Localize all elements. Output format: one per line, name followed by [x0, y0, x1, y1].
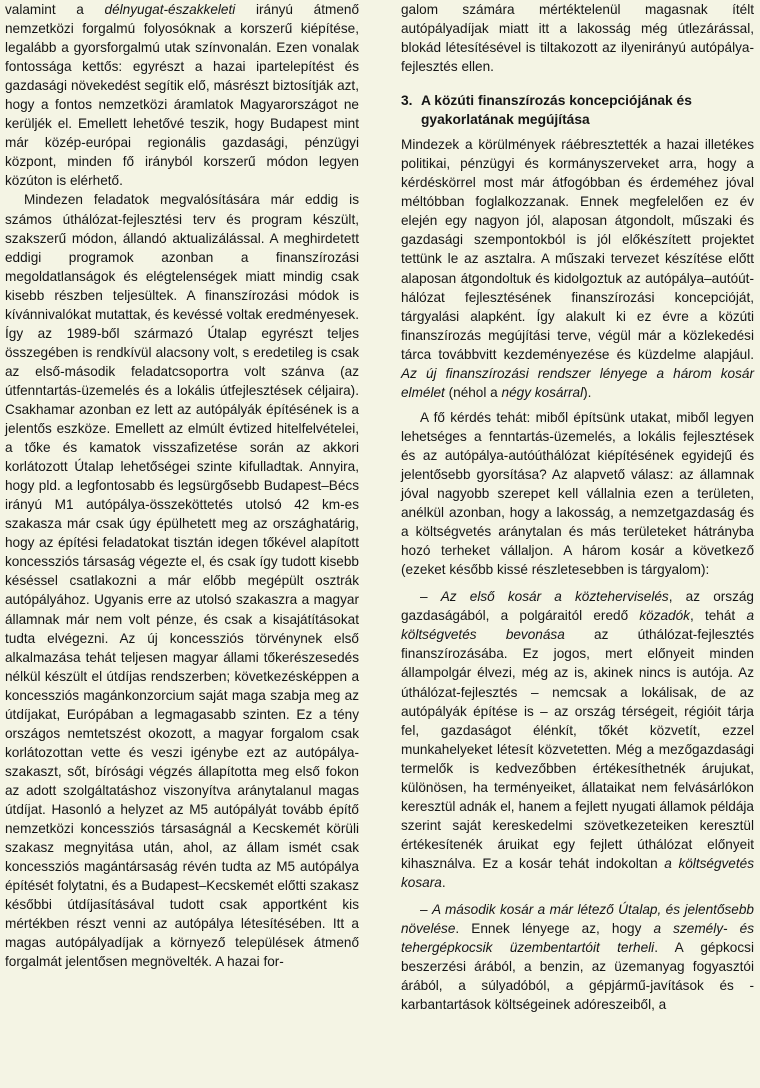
- list-item-first-basket: [401, 587, 754, 892]
- body-text: Mindezek a körülmények ráébresztették a hazai illetékes politikai, pénzügyi és kormányszerveket arra, hogy a kérdéskörrel most már átfogóbban és érdeméhez jóval méltóbban foglalkozzanak. Ennek megfelelően ez év elején egy nagyon jól, alaposan átgondolt, műszaki és gazdasági szempontokból is jól előkészített projektet tettünk le az asztalra. A műszaki tervezet készítése előtt alaposan átgondoltuk és kidolgoztuk az autópálya–autóút-hálózat fejlesztésének finanszírozási koncepcióját, tárgyalási alapként. Így alakult ki ez évre a közúti finanszírozás megújítási terve, végül már a közlekedési tárca továbbvitt kezdeményezése és küzdelme alapjául.: [401, 137, 754, 362]
- section-number: 3.: [401, 93, 413, 109]
- body-text: irányú átmenő nemzetközi forgalmú folyosóknak a korszerű kiépítése, legalább a gyorsforgalmú utak színvonalán. Ezen vonalak fontossága kettős: egyrészt a hazai ipartelepítést és gazdasági növekedést segítik elő, másrészt biztosítják azt, hogy a fontos nemzetközi áramlatok Magyarországot ne kerüljék el. Emellett lehetővé teszik, hogy Budapest mint már közép-európai regionális gazdasági, pénzügyi központ, minden fő irányból korszerű módon legyen közúton is elérhető.: [5, 2, 360, 189]
- paragraph: [401, 0, 754, 76]
- list-item-second-basket: [401, 900, 754, 1014]
- body-text: , az ország gazdaságából, a polgáraitól eredő: [401, 589, 754, 624]
- body-text: (néhol a: [444, 384, 502, 400]
- paragraph: [5, 190, 359, 971]
- body-text: Mindezen feladatok megvalósítására már eddig is számos úthálózat-fejlesztési terv és program készült, szakszerű módon, állandó aktualizálással. A meghirdetett eddigi programok azonban a finanszírozási megoldatlanságok és elégtelenségek miatt mindig csak kisebb részben teljesültek. A finanszírozási módok is kívánnivalókat mutattak, és kevéssé voltak eredményesek. Így az 1989-ből származó Útalap egyrészt teljes összegében is rendkívül alacsony volt, s eredetileg is csak az első-második feladatcsoportra volt szánva (az útfenntartás-üzemelés és a lokális útfejlesztések céljaira). Csakhamar azonban ez lett az autópályák építésének is a jelentős eszköze. Emellett az elmúlt évtized hitelfelvételei, a tőke és kamatok visszafizetése során az akkori korlátozott Útalap lehetőségei szinte kifulladtak. Annyira, hogy pld. a legfontosabb és legsürgősebb Budapest–Bécs irányú M1 autópálya-összeköttetés utolsó 42 km-es szakasza már csak úgy épülhetett meg az országhatárig, hogy az építési feladatokat tisztán idegen tőkével alapított koncessziós társaság végezte el, és csak így tudott kisebb késéssel csatlakozni a már előbb megépült osztrák autópályához. Ugyanis erre az utolsó szakaszra a magyar államnak már nem volt pénze, és csak a kisajátításokat tudta elvégezni. Az új koncessziós törvénynek első alkalmazása tehát teljesen magyar állami tőkerészesedés nélkül készült el útdíjas rendszerben; következésképpen a koncessziós magánkonzorcium saját maga szabja meg az útdíjakat, Európában a legmagasabb szinten. Ez a tény országos nemtetszést okozott, a magyar forgalom csak korlátozottan vette és veszi igénybe ezt az autópálya-szakaszt, sőt, bírósági végzés állapította meg első fokon az adott szolgáltatáshoz viszonyítva aránytalanul magas útdíjat. Hasonló a helyzet az M5 autópályát tovább építő nemzetközi koncessziós társaságnál a Kecskemét körüli szakasz megnyitása után, ahol, az állam ismét csak koncessziós magántársaság révén tudta az M5 autópálya építését folytatni, és a Budapest–Kecskemét előtti szakasz későbbi útdíjasításával tudott csak apportként kis mértékben részt venni az autópálya létesítésében. Itt a magas autópályadíjak a környező települések átmenő forgalmát jelentősen megnövelték. A hazai for-: [5, 192, 359, 970]
- paragraph: [401, 135, 754, 402]
- emphasis-text: délnyugat-északkeleti: [104, 2, 236, 17]
- body-text: galom számára mértéktelenül magasnak ítélt autópályadíjak miatt itt a lakosság még útlezárással, blokád létesítésével is tiltakozott az ilyenirányú autópálya-fejlesztés ellen.: [401, 2, 754, 75]
- body-text: –: [420, 589, 441, 605]
- section-title-line-2: gyakorlatának megújítása: [421, 112, 590, 128]
- body-text: .: [441, 874, 446, 890]
- emphasis-text: A második kosár a már létező Útalap, és jelentősebb növelése: [401, 902, 754, 937]
- emphasis-text: Az új finanszírozási rendszer lényege a három kosár elmélet: [401, 365, 754, 400]
- emphasis-text: négy kosárral: [501, 384, 584, 400]
- paragraph: [401, 408, 754, 579]
- body-text: , tehát: [689, 608, 747, 624]
- body-text: valamint a: [5, 2, 105, 17]
- emphasis-text: a költségvetés bevonása: [401, 608, 754, 643]
- section-title-line-1: A közúti finanszírozás koncepciójának és: [421, 93, 692, 109]
- emphasis-text: a személy- és tehergépkocsik üzembentartóit terheli: [401, 921, 755, 956]
- emphasis-text: a költségvetés kosara: [401, 855, 755, 890]
- body-text: . A gépkocsi beszerzési árából, a benzin, az üzemanyag fogyasztói árából, a súlyadóból, a gépjármű-javítások és -karbantartások költségeinek adóreszeiből, a: [401, 940, 754, 1013]
- body-text: az úthálózat-fejlesztés finanszírozásába. Ez jogos, mert előnyeit minden állampolgár élvezi, még az is, akinek nincs is autója. Az úthálózat-fejlesztés – nemcsak a lokálisak, de az autópályák építése is – az ország térségeit, régióit tárja fel, gazdaságot élénkít, tőkét közvetít, ezzel munkahelyeket létesít közvetetten. Még a mezőgazdasági termelők is kedvezőbben értékesíthetnék árujukat, különösen, ha terményeiket, állataikat nem felvásárlókon keresztül adnák el, hanem a fejlett nyugati államok példája szerint saját kereskedelmi szövetkezeteiken keresztül értékesítenék áruikat egy fejlett úthálózat előnyeit kihasználva. Ez a kosár tehát indokoltan: [401, 627, 755, 871]
- body-text: A fő kérdés tehát: miből építsünk utakat, miből legyen lehetséges a fenntartás-üzemelés, a lokális fejlesztések és az autópálya-autóúthálózat kiépítésének egyidejű és jelentősebb gyorsítása? Az alapvető válasz: az államnak jóval nagyobb szerepet kell vállalnia ezen a területen, anélkül azonban, hogy a lakosság, a nemzetgazdaság és a költségvetés aránytalan és más területeket hátrányba hozó terheket vállaljon. A három kosár a következő (ezeket később kissé részletesebben is tárgyalom):: [401, 409, 754, 578]
- body-text: . Ennek lényege az, hogy: [455, 921, 654, 937]
- section-heading: [401, 91, 754, 129]
- paragraph: [5, 0, 359, 190]
- body-text: –: [420, 902, 432, 918]
- body-text: ).: [583, 384, 592, 400]
- right-column: [401, 0, 754, 1014]
- left-column: [5, 0, 359, 971]
- emphasis-text: közadók: [639, 608, 690, 624]
- emphasis-text: Az első kosár a közteherviselés: [440, 589, 669, 605]
